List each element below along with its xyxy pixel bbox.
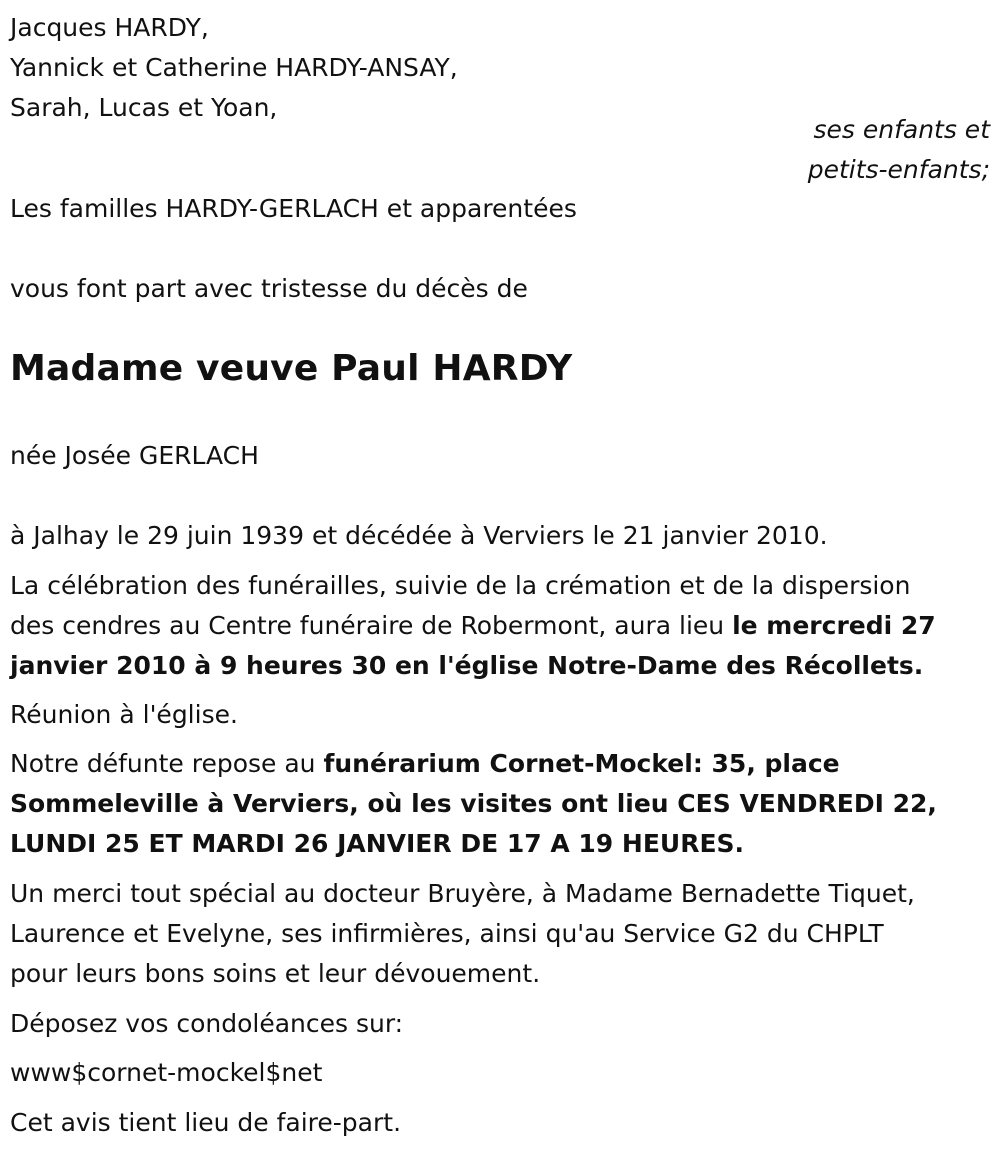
ceremony-text: des cendres au Centre funéraire de Robermont, aura lieu	[10, 611, 733, 640]
family-role-line: ses enfants et	[813, 115, 990, 144]
family-member-line: Jacques HARDY,	[10, 13, 209, 42]
birth-death-line: à Jalhay le 29 juin 1939 et décédée à Verviers le 21 janvier 2010.	[10, 521, 828, 550]
thanks-line: pour leurs bons soins et leur dévouement.	[10, 959, 541, 988]
condolences-label: Déposez vos condoléances sur:	[10, 1009, 404, 1038]
funerarium-bold: funérarium Cornet-Mockel: 35, place	[323, 749, 840, 778]
family-member-line: Yannick et Catherine HARDY-ANSAY,	[10, 53, 458, 82]
reunion-line: Réunion à l'église.	[10, 700, 238, 729]
ceremony-date-bold: janvier 2010 à 9 heures 30 en l'église Notre-Dame des Récollets.	[10, 651, 924, 680]
ceremony-paragraph	[10, 566, 995, 686]
funerarium-text: Notre défunte repose au	[10, 749, 324, 778]
family-role	[590, 110, 990, 190]
funerarium-bold: LUNDI 25 ET MARDI 26 JANVIER DE 17 A 19 HEURES.	[10, 829, 745, 858]
thanks-line: Laurence et Evelyne, ses infirmières, ainsi qu'au Service G2 du CHPLT	[10, 919, 884, 948]
ceremony-line	[10, 606, 995, 646]
maiden-name: née Josée GERLACH	[10, 441, 259, 470]
deceased-name: Madame veuve Paul HARDY	[10, 348, 573, 389]
family-role-line: petits-enfants;	[807, 155, 990, 184]
closing-line: Cet avis tient lieu de faire-part.	[10, 1108, 402, 1137]
ceremony-line: La célébration des funérailles, suivie de la crémation et de la dispersion	[10, 571, 911, 600]
family-member-line: Sarah, Lucas et Yoan,	[10, 93, 278, 122]
families-line: Les familles HARDY-GERLACH et apparentées	[10, 194, 577, 223]
announcement-line: vous font part avec tristesse du décès de	[10, 274, 528, 303]
condolences-website: www$cornet-mockel$net	[10, 1058, 323, 1087]
funerarium-line	[10, 744, 995, 784]
thanks-paragraph	[10, 874, 995, 994]
funerarium-paragraph	[10, 744, 995, 864]
ceremony-date-bold: le mercredi 27	[732, 611, 936, 640]
family-list	[10, 8, 458, 128]
funerarium-bold: Sommeleville à Verviers, où les visites ont lieu CES VENDREDI 22,	[10, 789, 937, 818]
thanks-line: Un merci tout spécial au docteur Bruyère, à Madame Bernadette Tiquet,	[10, 879, 915, 908]
